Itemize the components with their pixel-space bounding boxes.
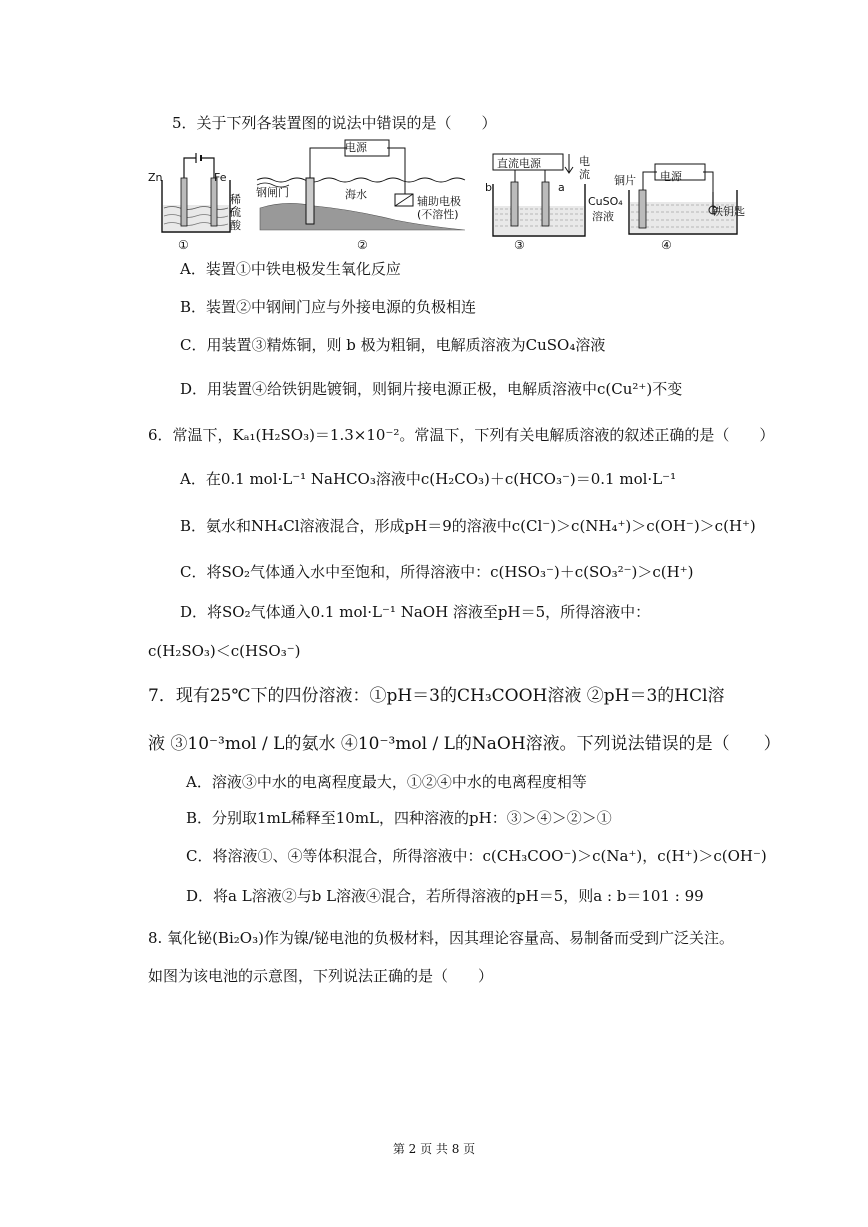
q8-stem-line-1: 8. 氧化铋(Bi₂O₃)作为镍/铋电池的负极材料，因其理论容量高、易制备而受到广泛关注。 — [148, 929, 734, 947]
page-footer: 第 2 页 共 8 页 — [392, 1142, 476, 1156]
figure-4-electroplating-cell — [625, 160, 740, 240]
fig4-copper-label: 铜片 — [614, 174, 636, 187]
q5-option-b: B．装置②中钢闸门应与外接电源的负极相连 — [180, 298, 477, 316]
q7-option-a: A．溶液③中水的电离程度最大，①②④中水的电离程度相等 — [186, 773, 587, 791]
fig4-number: ④ — [661, 238, 672, 252]
q8-stem-line-2: 如图为该电池的示意图，下列说法正确的是（ ） — [148, 967, 494, 985]
fig2-aux-label: 辅助电极 — [417, 195, 461, 208]
fig1-acid-label-2: 硫 — [230, 206, 241, 219]
q6-option-d: D．将SO₂气体通入0.1 mol·L⁻¹ NaOH 溶液至pH＝5，所得溶液中： — [180, 603, 651, 621]
fig3-number: ③ — [514, 238, 525, 252]
fig1-acid-label-1: 稀 — [230, 193, 241, 206]
fig4-solution-label: 溶液 — [592, 210, 614, 223]
fig3-current-label-2: 流 — [579, 168, 590, 181]
fig4-cuso4-label: CuSO₄ — [588, 195, 623, 208]
fig3-a-label: a — [558, 181, 565, 194]
q6-option-c: C．将SO₂气体通入水中至饱和，所得溶液中：c(HSO₃⁻)＋c(SO₃²⁻)＞c(H⁺) — [180, 563, 694, 581]
fig3-b-label: b — [485, 181, 492, 194]
q7-stem-line-2: 液 ③10⁻³mol / L的氨水 ④10⁻³mol / L的NaOH溶液。下列说法错误的是（ ） — [148, 734, 781, 754]
q6-stem: 6．常温下，Kₐ₁(H₂SO₃)＝1.3×10⁻²。常温下，下列有关电解质溶液的叙述正确的是（ ） — [148, 426, 775, 444]
fig1-number: ① — [178, 238, 189, 252]
fig4-key-label: 铁钥匙 — [712, 205, 745, 218]
q6-option-b: B．氨水和NH₄Cl溶液混合，形成pH＝9的溶液中c(Cl⁻)＞c(NH₄⁺)＞c(OH⁻)＞c(H⁺) — [180, 517, 756, 535]
fig2-power-label: 电源 — [345, 141, 367, 154]
q5-option-c: C．用装置③精炼铜，则 b 极为粗铜，电解质溶液为CuSO₄溶液 — [180, 336, 606, 354]
q5-option-a: A．装置①中铁电极发生氧化反应 — [180, 260, 401, 278]
q5-stem: 5．关于下列各装置图的说法中错误的是（ ） — [172, 114, 497, 132]
fig4-power-label: 电源 — [660, 170, 682, 183]
q7-stem-line-1: 7．现有25℃下的四份溶液：①pH＝3的CH₃COOH溶液 ②pH＝3的HCl溶 — [148, 686, 725, 706]
q7-option-d: D．将a L溶液②与b L溶液④混合，若所得溶液的pH＝5，则a : b＝101 : 99 — [186, 887, 704, 905]
fig1-fe-label: Fe — [214, 171, 227, 184]
fig1-zn-label: Zn — [148, 171, 163, 184]
fig2-insol-label: (不溶性) — [417, 208, 459, 221]
fig3-current-label-1: 电 — [579, 155, 590, 168]
q6-option-d-continued: c(H₂SO₃)＜c(HSO₃⁻) — [148, 642, 301, 660]
fig2-number: ② — [357, 238, 368, 252]
q5-option-d: D．用装置④给铁钥匙镀铜，则铜片接电源正极，电解质溶液中c(Cu²⁺)不变 — [180, 380, 683, 398]
q6-option-a: A．在0.1 mol·L⁻¹ NaHCO₃溶液中c(H₂CO₃)＋c(HCO₃⁻)＝0.1 mol·L⁻¹ — [180, 470, 677, 488]
q7-option-b: B．分别取1mL稀释至10mL，四种溶液的pH：③＞④＞②＞① — [186, 809, 612, 827]
fig3-power-label: 直流电源 — [497, 157, 541, 170]
q7-option-c: C．将溶液①、④等体积混合，所得溶液中：c(CH₃COO⁻)＞c(Na⁺)，c(H⁺)＞c(OH⁻) — [186, 847, 767, 865]
fig2-sea-label: 海水 — [345, 188, 367, 201]
fig2-gate-label: 钢闸门 — [256, 186, 289, 199]
fig1-acid-label-3: 酸 — [230, 219, 241, 232]
